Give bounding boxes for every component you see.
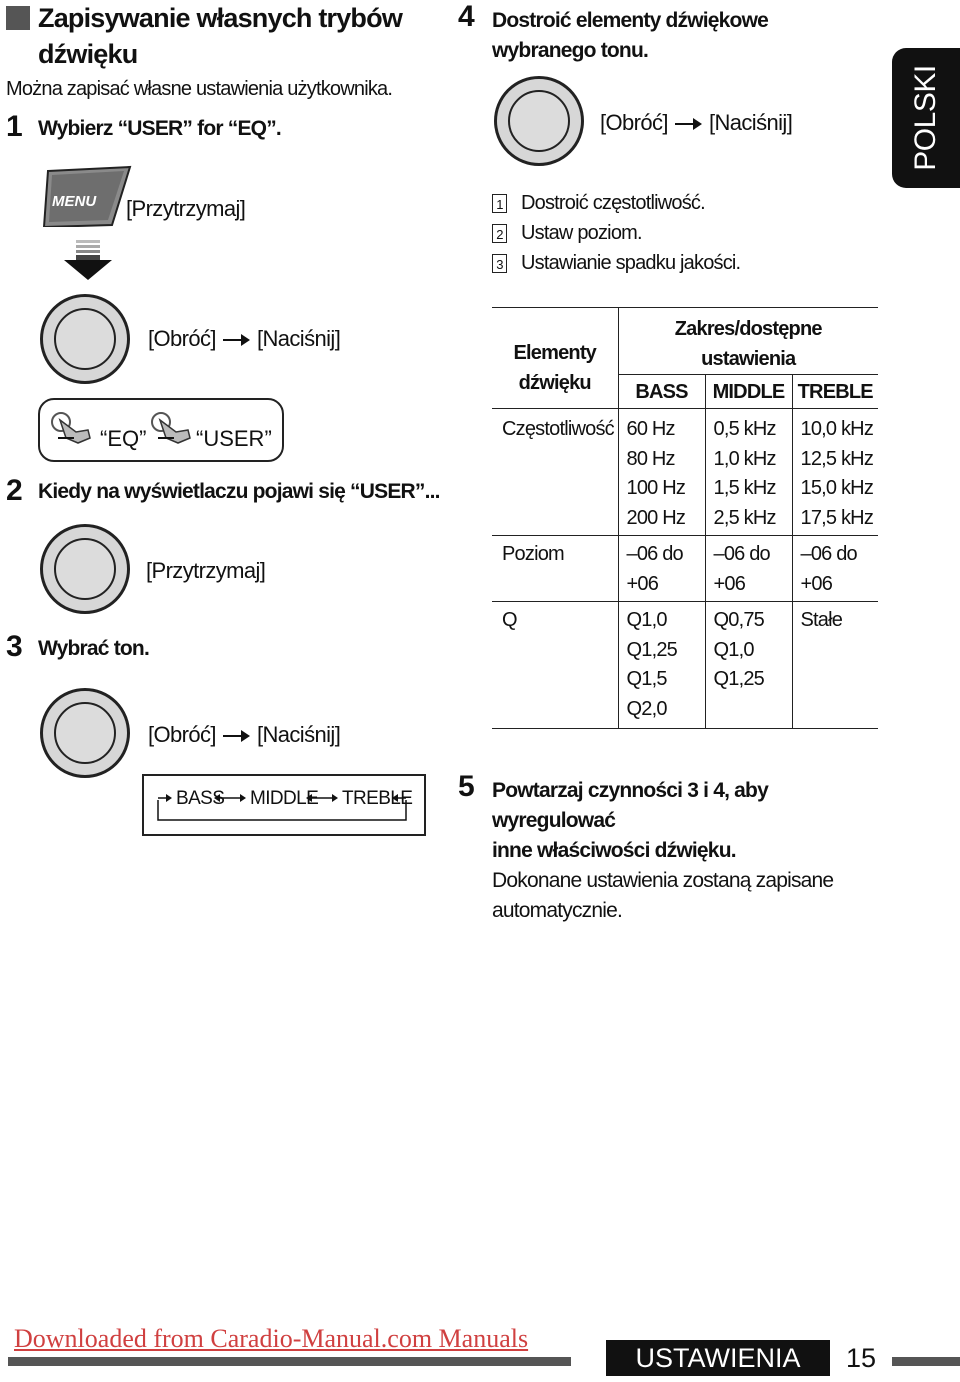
section-marker	[6, 6, 30, 30]
control-dial-knob[interactable]	[40, 294, 130, 384]
cell-value: Q1,5	[626, 668, 667, 690]
table-cell	[792, 536, 878, 602]
table-cell	[705, 602, 792, 729]
cell-value: 60 Hz	[626, 418, 675, 440]
section-tag: USTAWIENIA	[606, 1340, 830, 1376]
press-hand-icon	[148, 410, 194, 446]
substep-number: 2	[492, 224, 507, 243]
table-head-line: Zakres/dostępne	[674, 318, 822, 340]
press-label: [Naciśnij]	[708, 110, 793, 135]
language-tab-label: POLSKI	[909, 65, 942, 171]
col-middle-header: MIDDLE	[705, 375, 792, 409]
substep-item	[492, 188, 740, 218]
table-head-line: dźwięku	[518, 372, 591, 394]
knob-d-instruction	[600, 110, 792, 136]
download-link[interactable]: Downloaded from Caradio-Manual.com Manuals	[14, 1324, 529, 1353]
knob-c-instruction	[148, 722, 340, 748]
col-treble-header: TREBLE	[792, 375, 878, 409]
cell-value: +06	[713, 572, 746, 595]
table-cell	[705, 536, 792, 602]
step-5-line: Dokonane ustawienia zostaną zapisane	[492, 869, 834, 892]
row-label: Q	[502, 609, 517, 631]
eq-label: “EQ”	[100, 426, 147, 451]
footer-rule	[8, 1357, 571, 1366]
cell-value: 0,5 kHz	[713, 418, 776, 440]
cell-value: Q0,75	[713, 609, 764, 631]
step-2-number: 2	[6, 474, 23, 507]
cell-value: 100 Hz	[626, 477, 686, 499]
cell-value: –06 do	[713, 543, 770, 565]
press-label: [Naciśnij]	[256, 326, 341, 351]
substep-text: Ustaw poziom.	[521, 222, 642, 244]
substep-number: 3	[492, 254, 507, 273]
cell-value: –06 do	[800, 543, 857, 565]
arrow-right-icon	[673, 117, 703, 131]
control-dial-knob[interactable]	[40, 688, 130, 778]
turn-label: [Obróć]	[148, 722, 216, 747]
cycle-bass: BASS	[176, 788, 225, 809]
col-bass-header: BASS	[618, 375, 705, 409]
cell-value: 12,5 kHz	[800, 447, 874, 470]
table-cell	[618, 602, 705, 729]
knob-b-action: [Przytrzymaj]	[146, 558, 266, 583]
page-number: 15	[846, 1343, 877, 1373]
cell-value: Q2,0	[626, 697, 667, 720]
cell-value: –06 do	[626, 543, 683, 565]
cell-value: 1,5 kHz	[713, 477, 776, 499]
substep-number: 1	[492, 194, 507, 213]
table-cell	[792, 602, 878, 729]
substep-list	[492, 188, 740, 278]
step-2-text: Kiedy na wyświetlaczu pojawi się “USER”...	[38, 480, 440, 503]
cell-value: Q1,0	[713, 638, 754, 661]
step-4-text: Dostroić elementy dźwiękowe wybranego tonu.	[492, 9, 768, 62]
cell-value: Q1,25	[626, 638, 677, 661]
substep-item	[492, 248, 740, 278]
control-dial-knob[interactable]	[40, 524, 130, 614]
cycle-treble: TREBLE	[342, 788, 413, 809]
tone-cycle-box	[142, 774, 426, 836]
table-head-elements	[492, 308, 618, 409]
cell-value: Q1,0	[626, 609, 667, 631]
cell-value: 2,5 kHz	[713, 506, 776, 529]
table-cell	[618, 536, 705, 602]
press-label: [Naciśnij]	[256, 722, 341, 747]
sound-elements-table	[492, 307, 878, 729]
cell-value: 1,0 kHz	[713, 447, 776, 470]
cell-value: Q1,25	[713, 668, 764, 690]
cell-value: 17,5 kHz	[800, 506, 874, 529]
row-label: Częstotliwość	[502, 418, 614, 440]
step-3-number: 3	[6, 630, 23, 663]
cell-value: +06	[626, 572, 659, 595]
table-head-range	[618, 308, 878, 375]
language-tab	[892, 48, 960, 188]
step-5-bold-line: inne właściwości dźwięku.	[492, 839, 736, 862]
turn-label: [Obróć]	[148, 326, 216, 351]
step-1-number: 1	[6, 110, 23, 143]
eq-user-display	[38, 398, 284, 462]
cycle-middle: MIDDLE	[250, 788, 319, 809]
cell-value: 10,0 kHz	[800, 418, 874, 440]
step-5-number: 5	[458, 770, 475, 803]
arrow-right-icon	[221, 333, 251, 347]
intro-text: Można zapisać własne ustawienia użytkownika.	[6, 78, 393, 100]
section-title: Zapisywanie własnych trybów dźwięku	[38, 3, 403, 69]
table-head-line: ustawienia	[701, 348, 796, 370]
knob-a-instruction	[148, 326, 340, 352]
step-3-text: Wybrać ton.	[38, 637, 149, 660]
cell-value: 15,0 kHz	[800, 477, 874, 499]
substep-text: Ustawianie spadku jakości.	[521, 252, 741, 274]
cell-value: 200 Hz	[626, 506, 686, 529]
user-label: “USER”	[196, 426, 272, 451]
table-head-line: Elementy	[513, 342, 597, 364]
substep-text: Dostroić częstotliwość.	[521, 192, 705, 214]
step-1-text: Wybierz “USER” for “EQ”.	[38, 117, 281, 140]
cell-value: +06	[800, 572, 833, 595]
arrow-right-icon	[221, 729, 251, 743]
row-label: Poziom	[502, 543, 564, 565]
cell-value: Stałe	[800, 609, 843, 631]
turn-label: [Obróć]	[600, 110, 668, 135]
menu-button-label: MENU	[52, 193, 97, 210]
step-5-bold-line: Powtarzaj czynności 3 i 4, aby wyregulować	[492, 779, 768, 832]
footer-rule	[892, 1357, 960, 1366]
menu-button[interactable]	[40, 165, 132, 227]
press-hand-icon	[48, 410, 94, 446]
step-5-text	[492, 776, 892, 926]
cell-value: 80 Hz	[626, 447, 675, 470]
control-dial-knob[interactable]	[494, 76, 584, 166]
down-arrow-icon	[62, 240, 114, 287]
table-cell	[618, 409, 705, 536]
step-5-line: automatycznie.	[492, 899, 623, 922]
menu-action-label: [Przytrzymaj]	[126, 196, 246, 221]
table-cell	[792, 409, 878, 536]
substep-item	[492, 218, 740, 248]
table-cell	[705, 409, 792, 536]
step-4-number: 4	[458, 0, 475, 33]
